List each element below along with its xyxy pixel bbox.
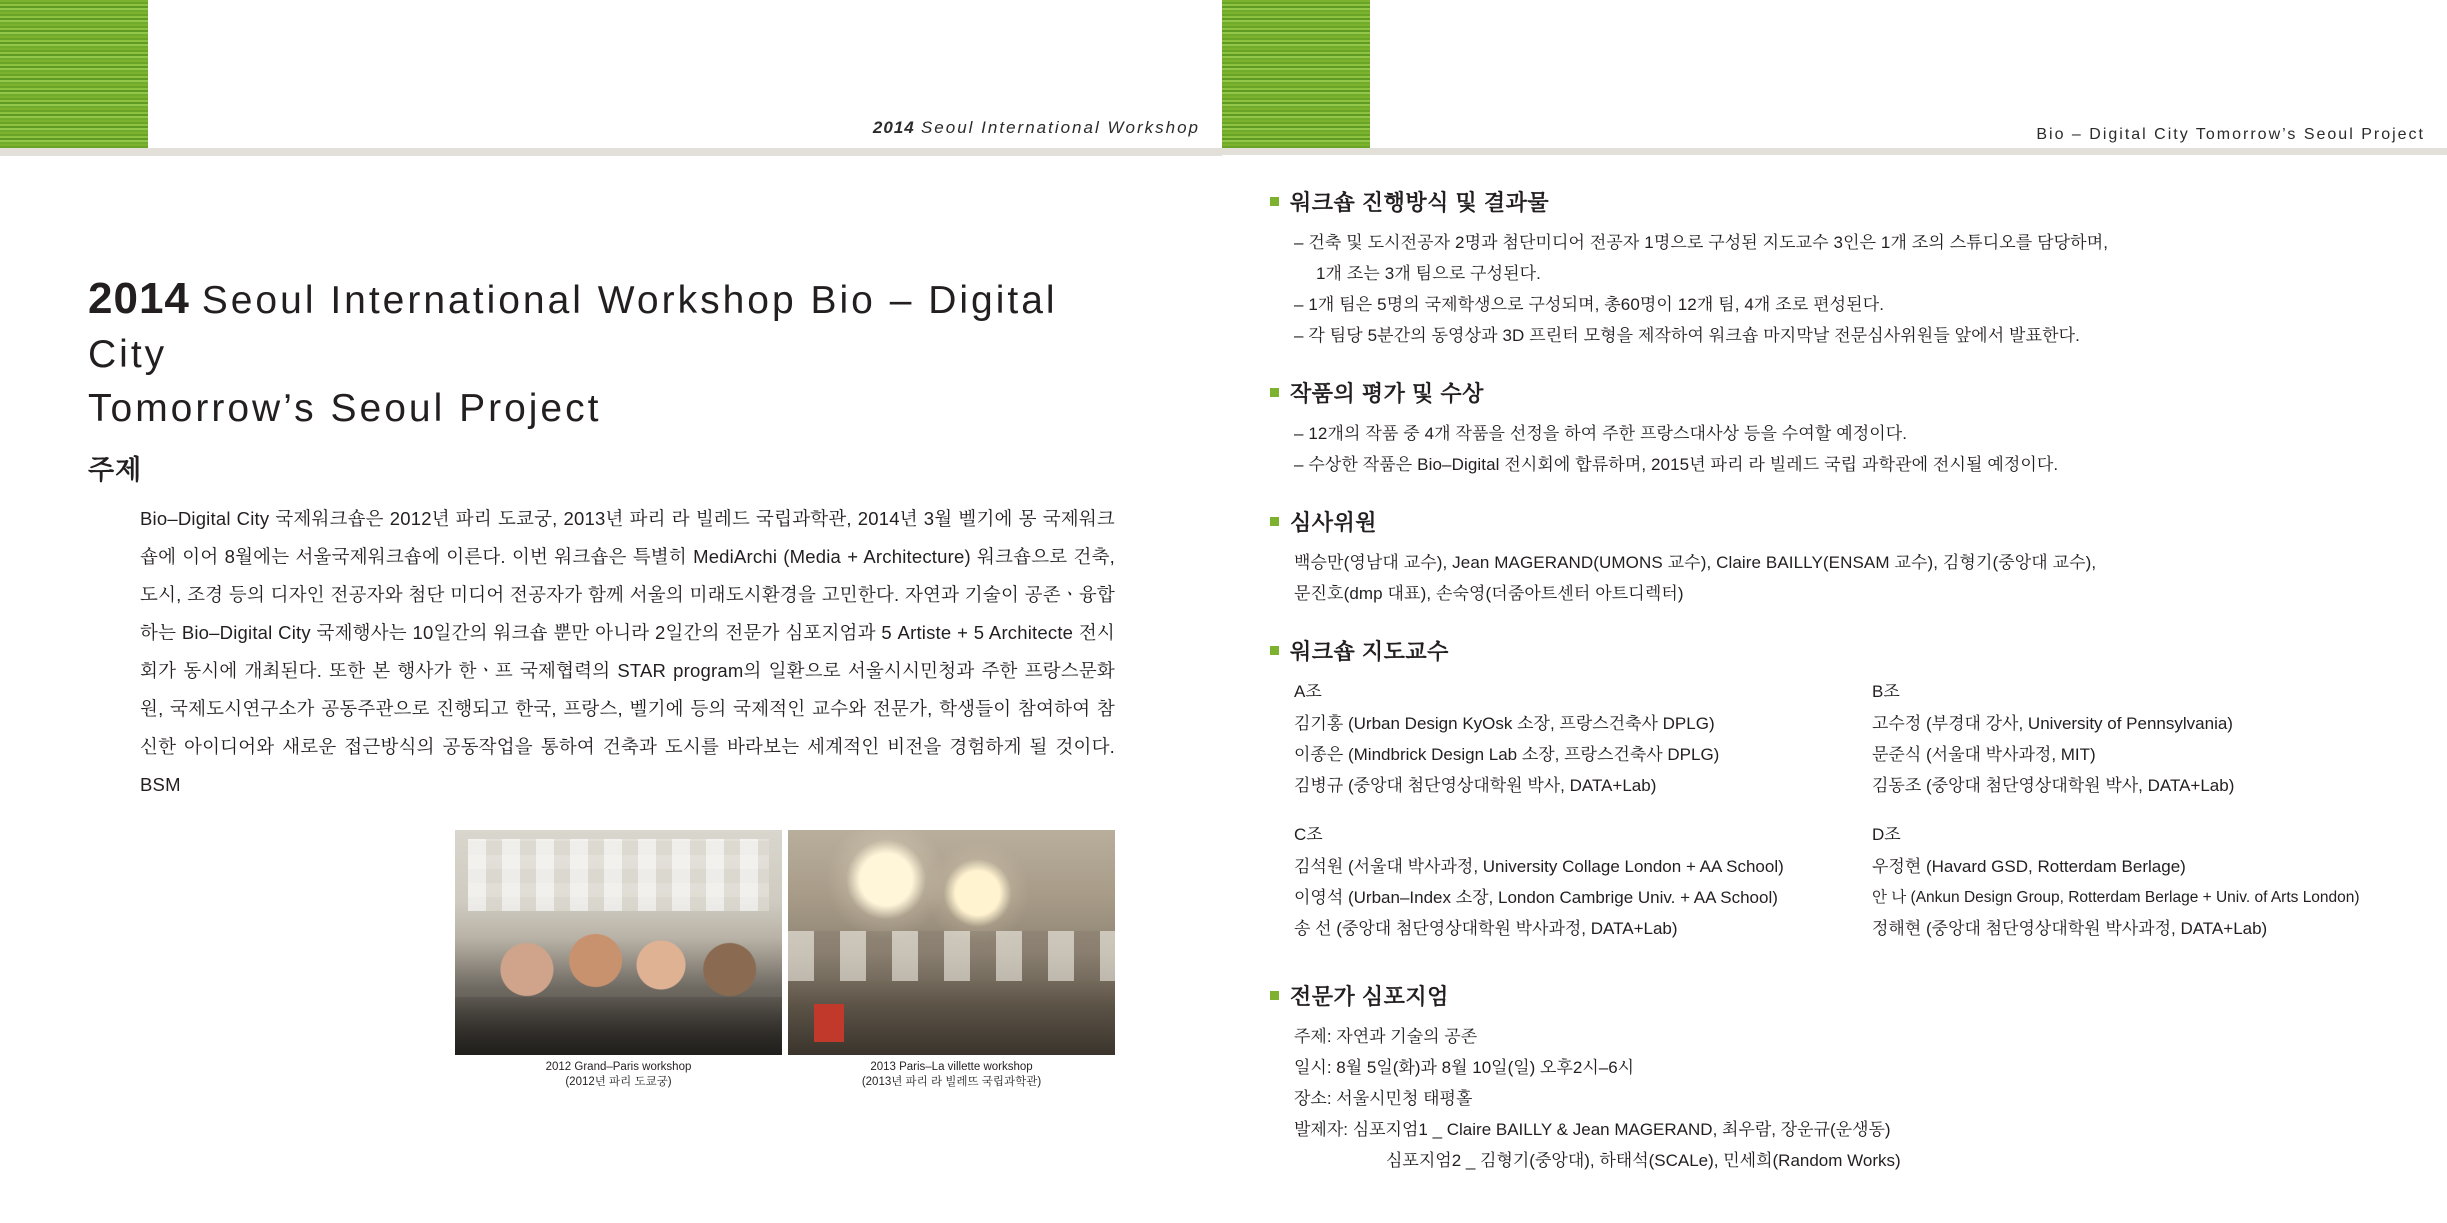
group-label: B조	[1872, 682, 1900, 701]
spacer	[1270, 613, 2410, 635]
body-line: – 각 팀당 5분간의 동영상과 3D 프린터 모형을 제작하여 워크숍 마지막날 전문심사위원들 앞에서 발표한다.	[1294, 326, 2080, 345]
left-header-rest: Seoul International Workshop	[920, 118, 1200, 137]
right-page	[1222, 0, 2447, 1223]
body-line: 일시: 8월 5일(화)과 8월 10일(일) 오후2시–6시	[1294, 1058, 1635, 1077]
group-member: 김동조 (중앙대 첨단영상대학원 박사, DATA+Lab)	[1872, 776, 2235, 795]
square-bullet-icon	[1270, 991, 1279, 1000]
group-member: 송 선 (중앙대 첨단영상대학원 박사과정, DATA+Lab)	[1294, 919, 1678, 938]
left-page	[0, 0, 1222, 1223]
photo-caption-1-line2: (2012년 파리 도쿄궁)	[565, 1076, 672, 1088]
body-line: – 1개 팀은 5명의 국제학생으로 구성되며, 총60명이 12개 팀, 4개 조로 편성된다.	[1294, 295, 1885, 314]
section-professors	[1270, 635, 2410, 962]
section-heading-label: 워크숍 지도교수	[1290, 639, 1449, 664]
photo-caption-1	[455, 1055, 782, 1090]
professor-groups-grid	[1270, 676, 2410, 962]
photo-gallery	[455, 830, 1115, 1090]
photo-caption-2-line2: (2013년 파리 라 빌레뜨 국립과학관)	[861, 1076, 1042, 1088]
workshop-photo-2013	[788, 830, 1115, 1055]
body-line: 주제: 자연과 기술의 공존	[1294, 1027, 1478, 1046]
green-stripe-block-left	[0, 0, 148, 148]
photo-caption-2-line1: 2013 Paris–La villette workshop	[870, 1061, 1033, 1073]
body-line: 장소: 서울시민청 태평홀	[1294, 1089, 1473, 1108]
group-member: 우정현 (Havard GSD, Rotterdam Berlage)	[1872, 857, 2186, 876]
professor-group-d	[1872, 819, 2410, 962]
section-body	[1270, 547, 2410, 609]
spacer	[1270, 355, 2410, 377]
body-line: – 건축 및 도시전공자 2명과 첨단미디어 전공자 1명으로 구성된 지도교수 3인은 1개 조의 스튜디오를 담당하며,	[1294, 233, 2109, 252]
square-bullet-icon	[1270, 646, 1279, 655]
subject-body-text: Bio–Digital City 국제워크숍은 2012년 파리 도쿄궁, 2013년 파리 라 빌레드 국립과학관, 2014년 3월 벨기에 몽 국제워크숍에 이어 8월에는 서울국제워크숍에 이른다. 이번 워크숍은 특별히 MediArchi (Media + Architecture) 워크숍으로 건축, 도시, 조경 등의 디자인 전공자와 첨단 미디어 전공자가 함께 서울의 미래도시환경을 고민한다. 자연과 기술이 공존ㆍ융합하는 Bio–Digital City 국제행사는 10일간의 워크숍 뿐만 아니라 2일간의 전문가 심포지엄과 5 Artiste + 5 Architecte 전시회가 동시에 개최된다. 또한 본 행사가 한ㆍ프 국제협력의 STAR program의 일환으로 서울시시민청과 주한 프랑스문화원, 국제도시연구소가 공동주관으로 진행되고 한국, 프랑스, 벨기에 등의 국제적인 교수와 전문가, 학생들이 참여하여 참신한 아이디어와 새로운 접근방식의 공동작업을 통하여 건축과 도시를 바라보는 세계적인 비전을 경험하게 될 것이다. BSM	[140, 508, 1115, 795]
section-symposium	[1270, 980, 2410, 1176]
section-workshop-method	[1270, 186, 2410, 351]
group-member: 이종은 (Mindbrick Design Lab 소장, 프랑스건축사 DPLG)	[1294, 745, 1720, 764]
photo-item-1	[455, 830, 782, 1090]
section-heading-label: 작품의 평가 및 수상	[1290, 381, 1484, 406]
photo-caption-1-line1: 2012 Grand–Paris workshop	[545, 1061, 692, 1073]
spacer	[1270, 966, 2410, 980]
square-bullet-icon	[1270, 197, 1279, 206]
group-member: 문준식 (서울대 박사과정, MIT)	[1872, 745, 2096, 764]
right-content	[1270, 186, 2410, 1180]
group-member: 김병규 (중앙대 첨단영상대학원 박사, DATA+Lab)	[1294, 776, 1657, 795]
group-label: A조	[1294, 682, 1322, 701]
photo-item-2	[788, 830, 1115, 1090]
body-line: 문진호(dmp 대표), 손숙영(더줌아트센터 아트디렉터)	[1294, 584, 1684, 603]
body-line: – 수상한 작품은 Bio–Digital 전시회에 합류하며, 2015년 파리 라 빌레드 국립 과학관에 전시될 예정이다.	[1294, 455, 2059, 474]
section-heading	[1270, 506, 2410, 537]
page-title-year: 2014	[88, 274, 190, 323]
spacer	[1270, 484, 2410, 506]
group-member: 정해현 (중앙대 첨단영상대학원 박사과정, DATA+Lab)	[1872, 919, 2268, 938]
header-rule-left	[0, 148, 1222, 156]
right-header-title: Bio – Digital City Tomorrow’s Seoul Project	[2036, 126, 2425, 143]
group-label: C조	[1294, 825, 1323, 844]
page-title-line1: Seoul International Workshop Bio – Digital City	[88, 279, 1058, 376]
body-line: 발제자: 심포지엄1 _ Claire BAILLY & Jean MAGERAND, 최우람, 장운규(운생동)	[1294, 1120, 1891, 1139]
square-bullet-icon	[1270, 388, 1279, 397]
professor-group-b	[1872, 676, 2410, 819]
group-member: 안 나 (Ankun Design Group, Rotterdam Berlage + Univ. of Arts London)	[1872, 889, 2360, 906]
workshop-photo-2012	[455, 830, 782, 1055]
section-body	[1270, 418, 2410, 480]
section-heading-label: 전문가 심포지엄	[1290, 984, 1449, 1009]
professor-group-c	[1294, 819, 1872, 962]
left-header-title	[873, 118, 1200, 138]
section-awards	[1270, 377, 2410, 480]
section-body	[1270, 227, 2410, 351]
page-title-line2: Tomorrow’s Seoul Project	[88, 387, 602, 430]
group-label: D조	[1872, 825, 1901, 844]
group-member: 김석원 (서울대 박사과정, University Collage London + AA School)	[1294, 857, 1784, 876]
section-heading-label: 심사위원	[1290, 510, 1378, 535]
group-member: 김기홍 (Urban Design KyOsk 소장, 프랑스건축사 DPLG)	[1294, 714, 1715, 733]
body-line: 백승만(영남대 교수), Jean MAGERAND(UMONS 교수), Claire BAILLY(ENSAM 교수), 김형기(중앙대 교수),	[1294, 553, 2097, 572]
group-member: 이영석 (Urban–Index 소장, London Cambrige Univ. + AA School)	[1294, 888, 1778, 907]
subject-heading: 주제	[88, 455, 143, 485]
section-heading	[1270, 186, 2410, 217]
section-heading	[1270, 980, 2410, 1011]
group-member: 고수정 (부경대 강사, University of Pennsylvania)	[1872, 714, 2233, 733]
body-line: 1개 조는 3개 팀으로 구성된다.	[1316, 264, 1541, 283]
page-title	[88, 272, 1148, 436]
square-bullet-icon	[1270, 517, 1279, 526]
professor-group-a	[1294, 676, 1872, 819]
section-heading	[1270, 377, 2410, 408]
symposium-body	[1270, 1021, 2410, 1176]
photo-caption-2	[788, 1055, 1115, 1090]
body-line: 심포지엄2 _ 김형기(중앙대), 하태석(SCALe), 민세희(Random Works)	[1386, 1151, 1901, 1170]
left-header-year: 2014	[872, 118, 915, 137]
section-heading-label: 워크숍 진행방식 및 결과물	[1290, 190, 1550, 215]
body-line: – 12개의 작품 중 4개 작품을 선정을 하여 주한 프랑스대사상 등을 수여할 예정이다.	[1294, 424, 1908, 443]
section-jury	[1270, 506, 2410, 609]
section-heading	[1270, 635, 2410, 666]
green-stripe-block-right	[1222, 0, 1370, 148]
header-rule-right	[1222, 148, 2447, 155]
